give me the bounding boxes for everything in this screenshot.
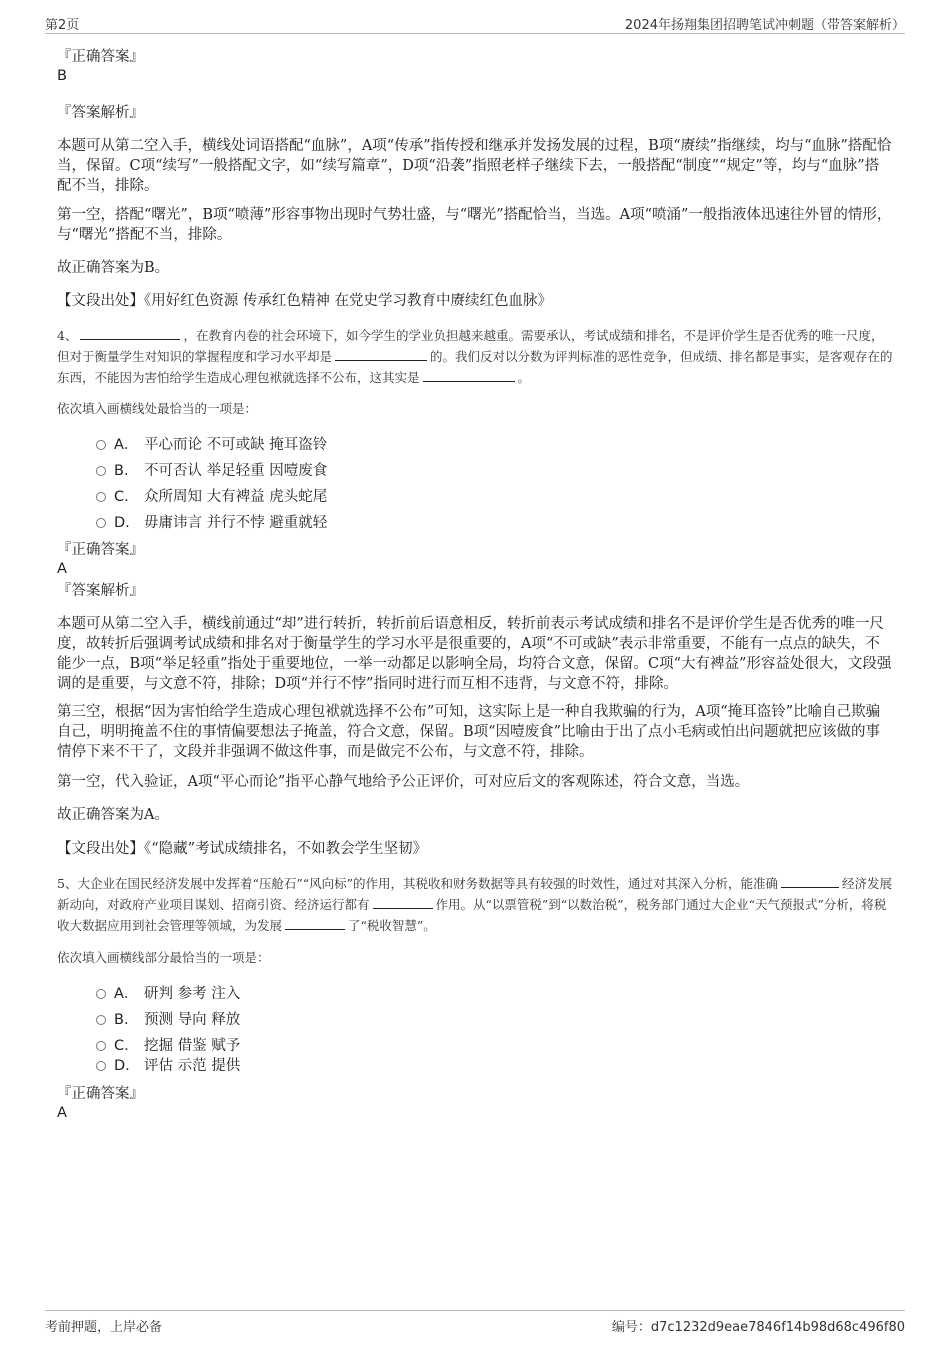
- q4-conclusion: 故正确答案为A。: [57, 807, 169, 823]
- q5-prompt: 依次填入画横线部分最恰当的一项是：: [57, 950, 270, 965]
- q4-option-d[interactable]: D. 毋庸讳言 并行不悖 避重就轻: [96, 513, 327, 533]
- page-footer: [45, 1310, 905, 1336]
- radio-icon[interactable]: [96, 1041, 106, 1051]
- q4-answer: A: [57, 561, 67, 577]
- q5-option-b[interactable]: B. 预测 导向 释放: [96, 1010, 240, 1030]
- q4-analysis-paragraph: 本题可从第二空入手，横线前通过“却”进行转折，转折前后语意相反，转折前表示考试成绩和排名不是评价学生是否优秀的唯一尺度，故转折后强调考试成绩和排名对于衡量学生的学习水平是很重要的，A项“不可或缺”表示非常重要，不能有一点点的缺失，不能少一点，B项“举足轻重”指处于重要地位，一举一动都足以影响全局，均符合文意，保留。C项“大有裨益”形容益处很大，文段强调的是重要，与文意不符，排除；D项“并行不悖”指同时进行而互相不违背，与文意不符，排除。: [57, 616, 892, 692]
- q3-analysis-label: 『答案解析』: [57, 105, 144, 121]
- q4-answer-label: 『正确答案』: [57, 542, 144, 558]
- document-title: 2024年扬翔集团招聘笔试冲刺题（带答案解析）: [624, 18, 905, 33]
- q3-source: 【文段出处】《用好红色资源 传承红色精神 在党史学习教育中赓续红色血脉》: [57, 293, 552, 309]
- blank-line: [781, 874, 839, 888]
- radio-icon[interactable]: [96, 1015, 106, 1025]
- q5-option-c[interactable]: C. 挖掘 借鉴 赋予: [96, 1036, 240, 1056]
- page-number: 第2页: [45, 18, 80, 33]
- q4-option-a[interactable]: A． 平心而论 不可或缺 掩耳盗铃: [96, 435, 327, 455]
- blank-line: [373, 895, 433, 909]
- q5-stem: 5、大企业在国民经济发展中发挥着“压舱石”“风向标”的作用，其税收和财务数据等具有较强的时效性，通过对其深入分析，能准确 经济发展新动向，对政府产业项目谋划、招商引资、经济运行都有 作用。从“以票管税”到“以数治税”，税务部门通过大企业“天气预报式”分析，将税收大数据应用到社会管理等领域，为发展 了“税收智慧”。: [57, 876, 893, 933]
- q5-option-a[interactable]: A． 研判 参考 注入: [96, 984, 240, 1004]
- q4-prompt: 依次填入画横线处最恰当的一项是：: [57, 401, 258, 416]
- q4-option-c[interactable]: C. 众所周知 大有裨益 虎头蛇尾: [96, 487, 327, 507]
- q5-option-d[interactable]: D. 评估 示范 提供: [96, 1056, 240, 1076]
- radio-icon[interactable]: [96, 1061, 106, 1071]
- q4-option-b[interactable]: B. 不可否认 举足轻重 因噎废食: [96, 461, 327, 481]
- q4-analysis-paragraph: 第三空，根据“因为害怕给学生造成心理包袱就选择不公布”可知，这实际上是一种自我欺骗的行为，A项“掩耳盗铃”比喻自己欺骗自己，明明掩盖不住的事情偏要想法子掩盖，符合文意，保留。B项“因噎废食”比喻由于出了点小毛病或怕出问题就把应该做的事情停下来不干了，文段并非强调不做这件事，而是做完不公布，与文意不符，排除。: [57, 704, 881, 760]
- q4-number: 4、: [57, 328, 78, 343]
- radio-icon[interactable]: [96, 440, 106, 450]
- blank-line: [335, 347, 427, 361]
- q4-analysis-label: 『答案解析』: [57, 583, 144, 599]
- q5-number: 5、: [57, 876, 78, 891]
- q3-analysis-paragraph: 本题可从第二空入手，横线处词语搭配“血脉”，A项“传承”指传授和继承并发扬发展的过程，B项“赓续”指继续，均与“血脉”搭配恰当，保留。C项“续写”一般搭配文字，如“续写篇章”，D项“沿袭”指照老样子继续下去，一般搭配“制度”“规定”等，均与“血脉”搭配不当，排除。: [57, 138, 892, 194]
- radio-icon[interactable]: [96, 492, 106, 502]
- q3-conclusion: 故正确答案为B。: [57, 260, 170, 276]
- footer-slogan: 考前押题，上岸必备: [45, 1320, 163, 1335]
- radio-icon[interactable]: [96, 989, 106, 999]
- q5-answer-label: 『正确答案』: [57, 1086, 144, 1102]
- blank-line: [80, 326, 180, 340]
- q3-analysis-paragraph: 第一空，搭配“曙光”，B项“喷薄”形容事物出现时气势壮盛，与“曙光”搭配恰当，当选。A项“喷涌”一般指液体迅速往外冒的情形，与“曙光”搭配不当，排除。: [57, 207, 892, 243]
- q4-analysis-paragraph: 第一空，代入验证，A项“平心而论”指平心静气地给予公正评价，可对应后文的客观陈述，符合文意，当选。: [57, 774, 750, 790]
- document-code: 编号：d7c1232d9eae7846f14b98d68c496f80: [611, 1320, 905, 1335]
- q3-answer: B: [57, 68, 67, 84]
- page-header: [45, 12, 905, 34]
- blank-line: [423, 368, 515, 382]
- q4-stem: 4、 ，在教育内卷的社会环境下，如今学生的学业负担越来越重。需要承认，考试成绩和排名，不是评价学生是否优秀的唯一尺度，但对于衡量学生对知识的掌握程度和学习水平却是 的。我们反对以分数为评判标准的恶性竞争，但成绩、排名都是事实，是客观存在的东西，不能因为害怕给学生造成心理包袱就选择不公布，这其实是 。: [57, 328, 893, 385]
- q4-source: 【文段出处】《“隐藏”考试成绩排名，不如教会学生坚韧》: [57, 841, 428, 857]
- q5-answer: A: [57, 1105, 67, 1121]
- q3-answer-label: 『正确答案』: [57, 49, 144, 65]
- blank-line: [285, 916, 345, 930]
- radio-icon[interactable]: [96, 466, 106, 476]
- radio-icon[interactable]: [96, 518, 106, 528]
